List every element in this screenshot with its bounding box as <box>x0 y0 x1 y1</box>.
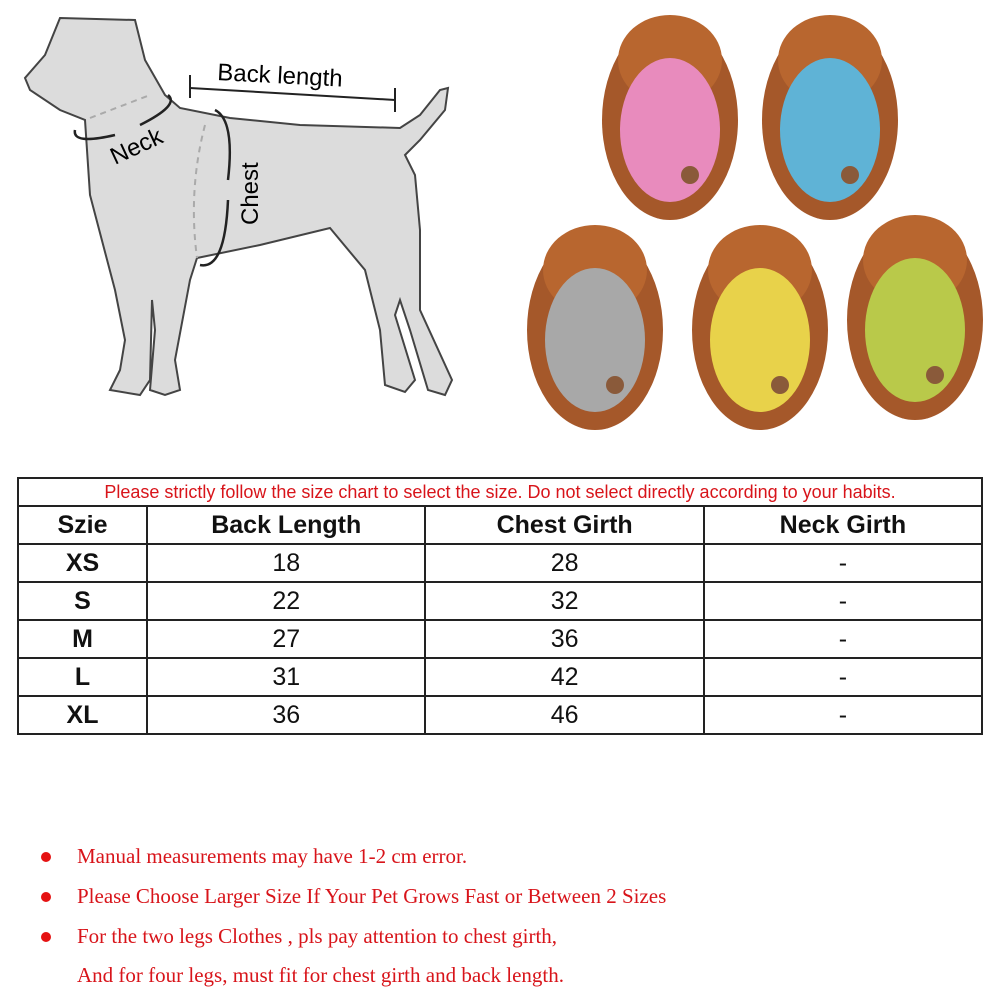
column-header: Chest Girth <box>425 506 703 544</box>
dog-hoodie-photo <box>692 225 828 430</box>
size-cell: M <box>18 620 147 658</box>
bullet-icon <box>41 852 51 862</box>
value-cell: - <box>704 544 982 582</box>
value-cell: 32 <box>425 582 703 620</box>
value-cell: 36 <box>147 696 425 734</box>
value-cell: 18 <box>147 544 425 582</box>
value-cell: 31 <box>147 658 425 696</box>
table-row <box>18 658 982 696</box>
size-notice: Please strictly follow the size chart to select the size. Do not select directly according to your habits. <box>18 478 982 506</box>
table-row <box>18 544 982 582</box>
note-text: And for four legs, must fit for chest girth and back length. <box>77 963 564 987</box>
value-cell: 22 <box>147 582 425 620</box>
value-cell: - <box>704 696 982 734</box>
table-row <box>18 582 982 620</box>
column-header: Back Length <box>147 506 425 544</box>
dog-measurement-diagram <box>0 0 1000 460</box>
note-text: Please Choose Larger Size If Your Pet Grows Fast or Between 2 Sizes <box>77 884 667 908</box>
table-row <box>18 620 982 658</box>
bullet-icon <box>41 932 51 942</box>
chest-label: Chest <box>237 162 264 225</box>
size-cell: L <box>18 658 147 696</box>
value-cell: - <box>704 658 982 696</box>
value-cell: - <box>704 620 982 658</box>
column-header: Neck Girth <box>704 506 982 544</box>
table-row <box>18 696 982 734</box>
value-cell: 42 <box>425 658 703 696</box>
dog-hoodie-photo <box>847 215 983 420</box>
neck-label: Neck <box>106 122 168 171</box>
size-cell: XL <box>18 696 147 734</box>
size-cell: XS <box>18 544 147 582</box>
value-cell: 27 <box>147 620 425 658</box>
size-cell: S <box>18 582 147 620</box>
value-cell: 36 <box>425 620 703 658</box>
dog-hoodie-photo <box>762 15 898 220</box>
size-table <box>17 477 983 735</box>
note-text: Manual measurements may have 1-2 cm error. <box>77 844 468 868</box>
dog-hoodie-photo <box>527 225 663 430</box>
back-length-label: Back length <box>216 59 344 93</box>
value-cell: - <box>704 582 982 620</box>
dog-hoodie-photo <box>602 15 738 220</box>
value-cell: 28 <box>425 544 703 582</box>
value-cell: 46 <box>425 696 703 734</box>
note-text: For the two legs Clothes , pls pay attention to chest girth, <box>77 924 558 948</box>
bullet-icon <box>41 892 51 902</box>
column-header: Szie <box>18 506 147 544</box>
